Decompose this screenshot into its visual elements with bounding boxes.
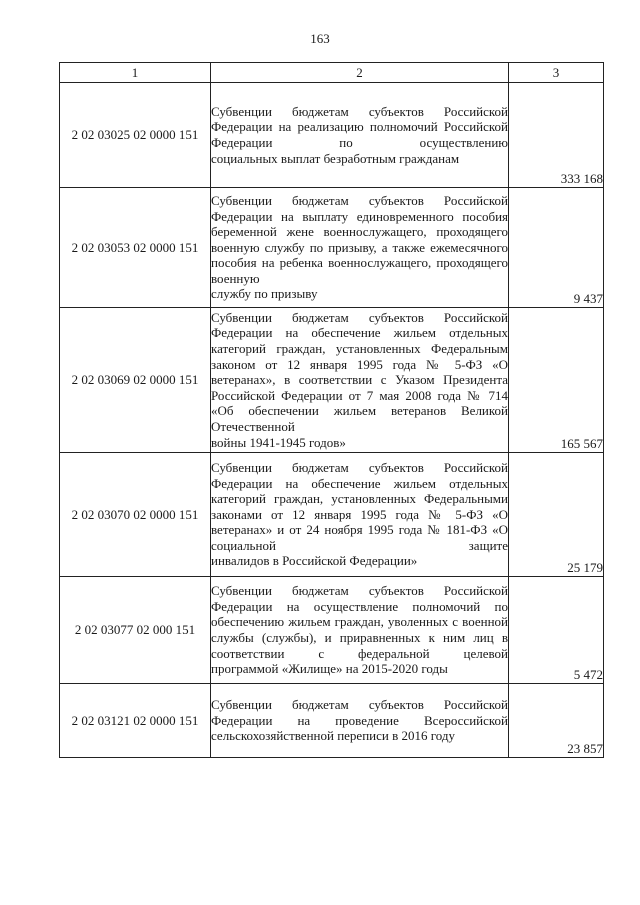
budget-code: 2 02 03077 02 000 151 — [60, 577, 211, 684]
description-text: Субвенции бюджетам субъектов Российской Федерации на реализацию полномочий Российской Федерации по осуществлению — [211, 103, 508, 150]
subvention-description — [211, 83, 509, 188]
column-header-1: 1 — [60, 63, 211, 83]
amount: 165 567 — [509, 308, 604, 453]
description-text-end: социальных выплат безработным гражданам — [211, 150, 460, 166]
budget-code: 2 02 03070 02 0000 151 — [60, 453, 211, 577]
description-text-end: программой «Жилище» на 2015-2020 годы — [211, 661, 448, 677]
amount: 5 472 — [509, 577, 604, 684]
subvention-description — [211, 684, 509, 758]
amount: 333 168 — [509, 83, 604, 188]
amount: 9 437 — [509, 188, 604, 308]
subvention-description — [211, 308, 509, 453]
table-row — [60, 577, 604, 684]
subvention-description — [211, 577, 509, 684]
description-text: Субвенции бюджетам субъектов Российской Федерации на обеспечение жильем отдельных категорий граждан, установленных Федеральным законом от 12 января 1995 года № 5-ФЗ «О ветеранах», в соответствии с Указом Президента Российской Федерации от 7 мая 2008 года № 714 «Об обеспечении жильем ветеранов Великой Отечественной — [211, 309, 508, 434]
table-header-row — [60, 63, 604, 83]
description-text-end: службу по призыву — [211, 286, 318, 302]
subvention-description — [211, 188, 509, 308]
amount: 23 857 — [509, 684, 604, 758]
amount: 25 179 — [509, 453, 604, 577]
table-row — [60, 188, 604, 308]
description-text-end: инвалидов в Российской Федерации» — [211, 553, 418, 569]
table-row — [60, 453, 604, 577]
description-text-end: войны 1941-1945 годов» — [211, 434, 346, 450]
budget-code: 2 02 03121 02 0000 151 — [60, 684, 211, 758]
description-text: Субвенции бюджетам субъектов Российской Федерации на обеспечение жильем отдельных категорий граждан, установленных Федеральными законами от 12 января 1995 года № 5-ФЗ «О ветеранах» и от 24 ноября 1995 года № 181-ФЗ «О социальной защите — [211, 459, 508, 553]
description-text: Субвенции бюджетам субъектов Российской Федерации на проведение Всероссийской — [211, 697, 508, 728]
description-text-end: сельскохозяйственной переписи в 2016 году — [211, 728, 455, 744]
budget-table — [59, 62, 604, 758]
table-row — [60, 684, 604, 758]
budget-code: 2 02 03025 02 0000 151 — [60, 83, 211, 188]
page-number: 163 — [310, 31, 330, 46]
description-text: Субвенции бюджетам субъектов Российской Федерации на осуществление полномочий по обеспечению жильем граждан, уволенных с военной службы (службы), и приравненных к ним лиц в соответствии с федеральной целевой — [211, 583, 508, 661]
description-text: Субвенции бюджетам субъектов Российской Федерации на выплату единовременного пособия беременной жене военнослужащего, проходящего военную службу по призыву, а также ежемесячного пособия на ребенка военнослужащего, проходящего военную — [211, 192, 508, 286]
subvention-description — [211, 453, 509, 577]
budget-code: 2 02 03069 02 0000 151 — [60, 308, 211, 453]
column-header-2: 2 — [211, 63, 509, 83]
budget-code: 2 02 03053 02 0000 151 — [60, 188, 211, 308]
column-header-3: 3 — [509, 63, 604, 83]
table-row — [60, 83, 604, 188]
table-row — [60, 308, 604, 453]
